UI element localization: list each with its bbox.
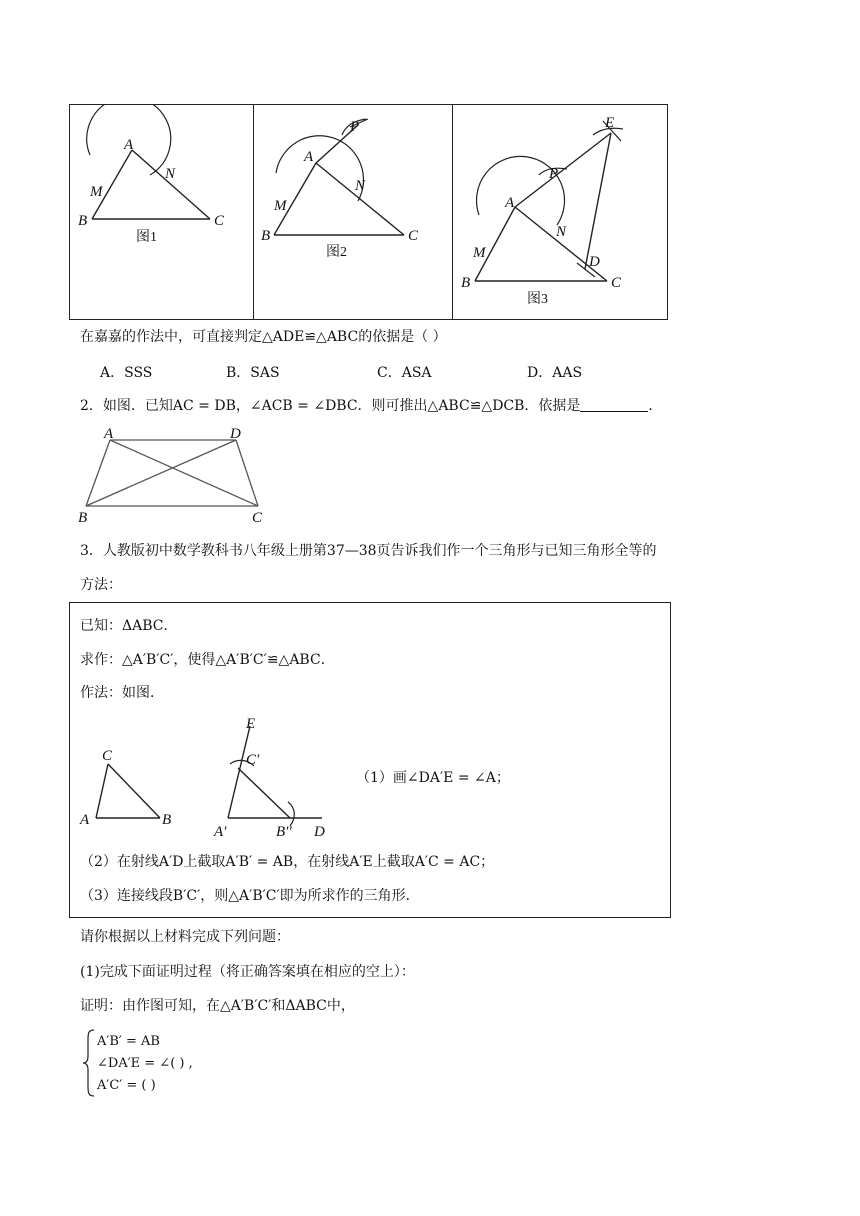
fig3-label-P: P <box>549 166 559 182</box>
box-left-label-C: C <box>102 748 113 764</box>
proof-line-2[interactable]: ∠DA′E = ∠( ) , <box>97 1056 193 1071</box>
box-method: 作法：如图． <box>80 685 164 701</box>
fig3-label-D: D <box>589 254 600 270</box>
fig2-label-N: N <box>355 178 366 194</box>
fig2-label-A: A <box>304 149 314 165</box>
q2-label-C: C <box>252 510 263 526</box>
box-step1: （1）画∠DA′E = ∠A； <box>356 770 510 786</box>
fig2-caption: 图2 <box>326 245 347 260</box>
fig1-caption: 图1 <box>136 230 157 245</box>
fig2-label-C: C <box>408 228 419 244</box>
q1-option-c: C．ASA <box>377 365 432 381</box>
fig3-label-M: M <box>473 245 486 261</box>
fig2-label-B: B <box>261 228 271 244</box>
figure-1 <box>70 105 252 319</box>
box-seek: 求作：△A′B′C′，使得△A′B′C′≌△ABC． <box>80 652 335 668</box>
box-step2: （2）在射线A′D上截取A′B′ = AB，在射线A′E上截取A′C = AC； <box>80 854 495 870</box>
q2-label-B: B <box>78 510 88 526</box>
figure-2 <box>254 105 451 319</box>
fig3-label-C: C <box>611 275 622 291</box>
q3-proof-intro: 证明：由作图可知，在△A′B′C′和ΔABC中， <box>80 998 355 1014</box>
fig1-label-A: A <box>124 137 134 153</box>
fig3-label-N: N <box>556 224 567 240</box>
q3-instruction: 请你根据以上材料完成下列问题： <box>80 929 290 945</box>
q2-answer-blank[interactable] <box>580 397 648 412</box>
fig1-label-B: B <box>78 213 88 229</box>
box-figure-right <box>208 712 338 840</box>
q1-option-d: D．AAS <box>527 365 583 381</box>
q1-option-b: B．SAS <box>226 365 280 381</box>
q1-option-a: A．SSS <box>100 365 153 381</box>
q3-stem-line1: 3．人教版初中数学教科书八年级上册第37—38页告诉我们作一个三角形与已知三角形全等的 <box>80 543 657 559</box>
fig3-label-A: A <box>505 195 515 211</box>
box-step3: （3）连接线段B′C′，则△A′B′C′即为所求作的三角形． <box>80 888 420 904</box>
box-left-label-A: A <box>80 812 90 828</box>
q2-stem-line <box>80 396 662 416</box>
q2-stem: 2．如图．已知AC = DB，∠ACB = ∠DBC．则可推出△ABC≌△DCB．依据是 <box>80 398 581 414</box>
q2-label-D: D <box>230 426 241 442</box>
q3-stem-line2: 方法： <box>80 577 122 593</box>
box-right-label-B: B′′ <box>276 824 292 840</box>
q2-label-A: A <box>104 426 114 442</box>
box-right-label-A: A′ <box>214 824 227 840</box>
q3-part1: (1)完成下面证明过程（将正确答案填在相应的空上）： <box>80 964 415 980</box>
box-right-label-C: C′ <box>246 752 260 768</box>
q2-end: ． <box>648 398 663 414</box>
fig3-caption: 图3 <box>527 292 548 307</box>
box-right-label-E: E <box>246 716 256 732</box>
fig1-label-N: N <box>165 166 176 182</box>
fig2-label-P: P <box>350 119 360 135</box>
box-figure-left <box>76 740 186 832</box>
box-right-label-D: D <box>314 824 325 840</box>
fig2-label-M: M <box>274 198 287 214</box>
figure-3 <box>453 105 667 319</box>
box-left-label-B: B <box>162 812 172 828</box>
q2-figure <box>74 424 274 528</box>
proof-line-3[interactable]: A′C′ = ( ) <box>97 1078 156 1093</box>
fig3-label-E: E <box>605 115 615 131</box>
proof-brace <box>82 1028 96 1098</box>
fig1-label-M: M <box>90 184 103 200</box>
fig3-label-B: B <box>461 275 471 291</box>
fig1-label-C: C <box>214 213 225 229</box>
proof-line-1: A′B′ = AB <box>97 1034 160 1049</box>
box-known: 已知：ΔABC． <box>80 618 178 634</box>
q1-stem: 在嘉嘉的作法中，可直接判定△ADE≌△ABC的依据是（ ） <box>80 329 447 345</box>
